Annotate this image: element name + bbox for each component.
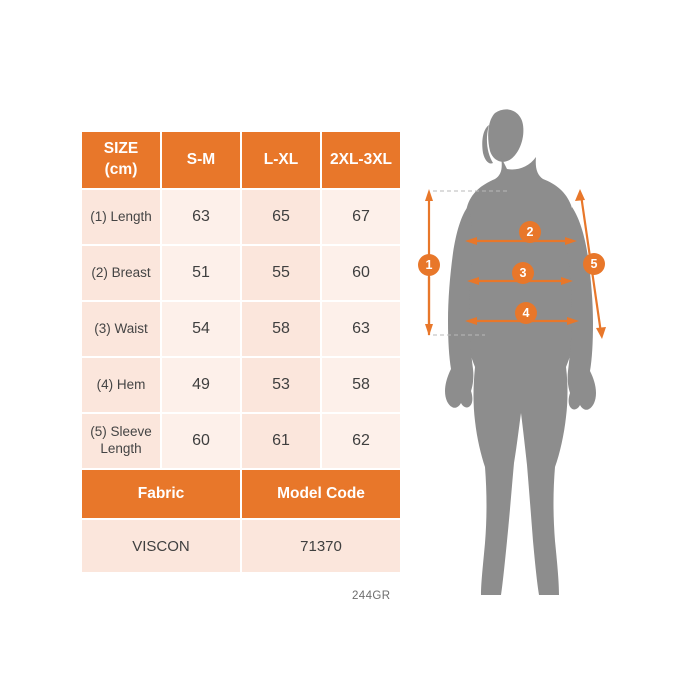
- row-label-length: (1) Length: [81, 189, 161, 245]
- row-label-breast: (2) Breast: [81, 245, 161, 301]
- header-size-line1: SIZE: [103, 140, 139, 158]
- table-row: [81, 357, 401, 413]
- badge-3-waist: 3: [512, 262, 534, 284]
- row-label-waist: (3) Waist: [81, 301, 161, 357]
- cell-hem-lxl: 53: [241, 357, 321, 413]
- badge-1-length: 1: [418, 254, 440, 276]
- table-footer-header-row: [81, 469, 401, 519]
- footer-label-model-code: Model Code: [241, 469, 401, 519]
- size-table: [80, 130, 402, 574]
- header-col-lxl: L-XL: [241, 131, 321, 189]
- figure-panel: [415, 95, 675, 605]
- cell-waist-2xl3xl: 63: [321, 301, 401, 357]
- footer-label-fabric: Fabric: [81, 469, 241, 519]
- cell-breast-lxl: 55: [241, 245, 321, 301]
- cell-length-sm: 63: [161, 189, 241, 245]
- table-row: [81, 413, 401, 469]
- row-label-hem: (4) Hem: [81, 357, 161, 413]
- cell-sleeve-2xl3xl: 62: [321, 413, 401, 469]
- header-col-2xl3xl: 2XL-3XL: [321, 131, 401, 189]
- cell-length-lxl: 65: [241, 189, 321, 245]
- cell-length-2xl3xl: 67: [321, 189, 401, 245]
- row-label-sleeve-length: (5) Sleeve Length: [81, 413, 161, 469]
- female-silhouette-icon: [445, 109, 596, 595]
- header-size-label: [81, 131, 161, 189]
- table-row: [81, 189, 401, 245]
- header-size-line2: (cm): [104, 161, 138, 178]
- cell-sleeve-lxl: 61: [241, 413, 321, 469]
- table-footer-value-row: [81, 519, 401, 573]
- weight-note: 244GR: [352, 590, 391, 602]
- table-row: [81, 301, 401, 357]
- table-row: [81, 245, 401, 301]
- footer-value-model-code: 71370: [241, 519, 401, 573]
- cell-waist-lxl: 58: [241, 301, 321, 357]
- female-silhouette-diagram: [415, 95, 675, 605]
- header-col-sm: S-M: [161, 131, 241, 189]
- cell-breast-2xl3xl: 60: [321, 245, 401, 301]
- badge-2-breast: 2: [519, 221, 541, 243]
- badge-4-hem: 4: [515, 302, 537, 324]
- footer-value-fabric: VISCON: [81, 519, 241, 573]
- cell-hem-2xl3xl: 58: [321, 357, 401, 413]
- cell-hem-sm: 49: [161, 357, 241, 413]
- cell-waist-sm: 54: [161, 301, 241, 357]
- cell-sleeve-sm: 60: [161, 413, 241, 469]
- badge-5-sleeve-length: 5: [583, 253, 605, 275]
- table-header-row: [81, 131, 401, 189]
- cell-breast-sm: 51: [161, 245, 241, 301]
